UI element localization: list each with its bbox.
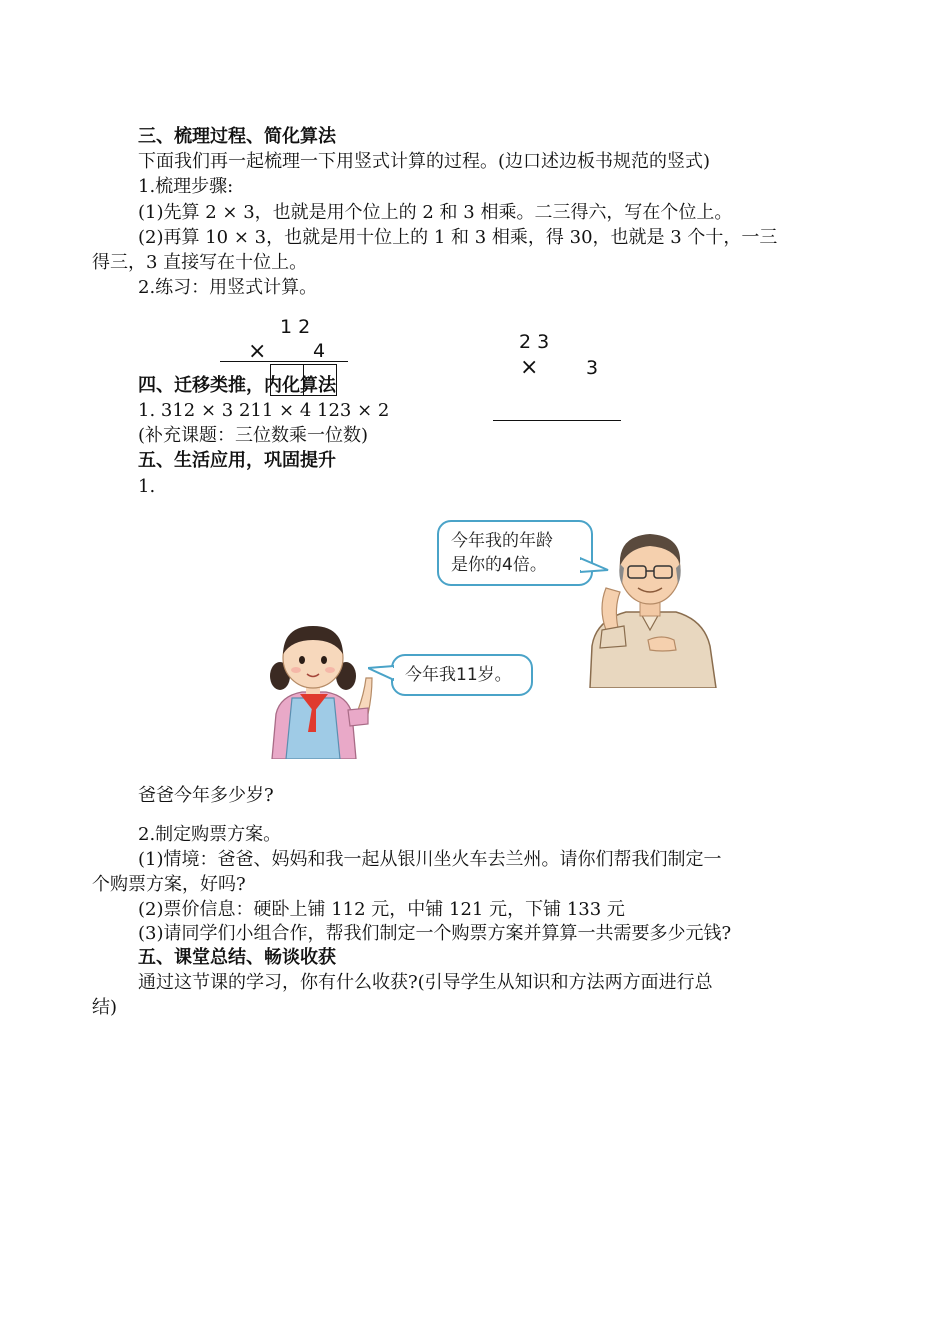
summary-text-line-b: 结): [92, 997, 118, 1018]
father-bubble-tail: [580, 556, 610, 580]
father-speech-bubble: [437, 520, 593, 586]
step-title: 1.梳理步骤:: [138, 176, 234, 197]
step-2-line-b: 得三，3 直接写在十位上。: [92, 252, 308, 273]
vertical-2-top: 2 3: [519, 331, 550, 353]
item-2-title: 2.制定购票方案。: [138, 824, 282, 845]
vertical-1-times: ×: [248, 339, 267, 364]
item-2-1-line-b: 个购票方案，好吗?: [92, 874, 246, 895]
section-4-note: (补充课题：三位数乘一位数): [138, 425, 369, 446]
vertical-1-rule: [220, 361, 348, 362]
section-5-title: 五、生活应用，巩固提升: [138, 450, 336, 471]
step-2-line-a: (2)再算 10 × 3，也就是用十位上的 1 和 3 相乘，得 30，也就是 3 个十，一三: [138, 227, 778, 248]
question-dad-age: 爸爸今年多少岁?: [138, 785, 274, 806]
section-4-title: 四、迁移类推，内化算法: [138, 375, 336, 396]
summary-text-line-a: 通过这节课的学习，你有什么收获?(引导学生从知识和方法两方面进行总: [138, 972, 713, 993]
father-speech-line-1: 今年我的年龄: [451, 531, 553, 551]
father-illustration: [578, 528, 723, 688]
section-4-items: 1. 312 × 3 211 × 4 123 × 2: [138, 400, 390, 421]
vertical-2-rule: [493, 420, 621, 421]
item-2-2: (2)票价信息：硬卧上铺 112 元，中铺 121 元，下铺 133 元: [138, 899, 625, 920]
girl-speech-bubble: [391, 654, 533, 696]
father-speech-line-2: 是你的4倍。: [451, 555, 547, 575]
girl-illustration: [262, 614, 377, 759]
section-summary-title: 五、课堂总结、畅谈收获: [138, 947, 336, 968]
vertical-2-times: ×: [520, 355, 539, 380]
section-5-item-1: 1.: [138, 476, 156, 497]
item-2-1-line-a: (1)情境：爸爸、妈妈和我一起从银川坐火车去兰州。请你们帮我们制定一: [138, 849, 722, 870]
vertical-1-top: 1 2: [280, 316, 311, 338]
vertical-2-bottom: 3: [586, 357, 599, 379]
girl-bubble-tail: [368, 664, 394, 686]
section-3-intro: 下面我们再一起梳理一下用竖式计算的过程。(边口述边板书规范的竖式): [138, 151, 711, 172]
step-1: (1)先算 2 × 3，也就是用个位上的 2 和 3 相乘。二三得六，写在个位上。: [138, 202, 733, 223]
item-2-3: (3)请同学们小组合作，帮我们制定一个购票方案并算算一共需要多少元钱?: [138, 923, 732, 944]
practice-title: 2.练习：用竖式计算。: [138, 277, 318, 298]
girl-speech-text: 今年我11岁。: [405, 665, 512, 685]
section-3-title: 三、梳理过程、简化算法: [138, 126, 336, 147]
vertical-1-bottom: 4: [313, 340, 326, 362]
